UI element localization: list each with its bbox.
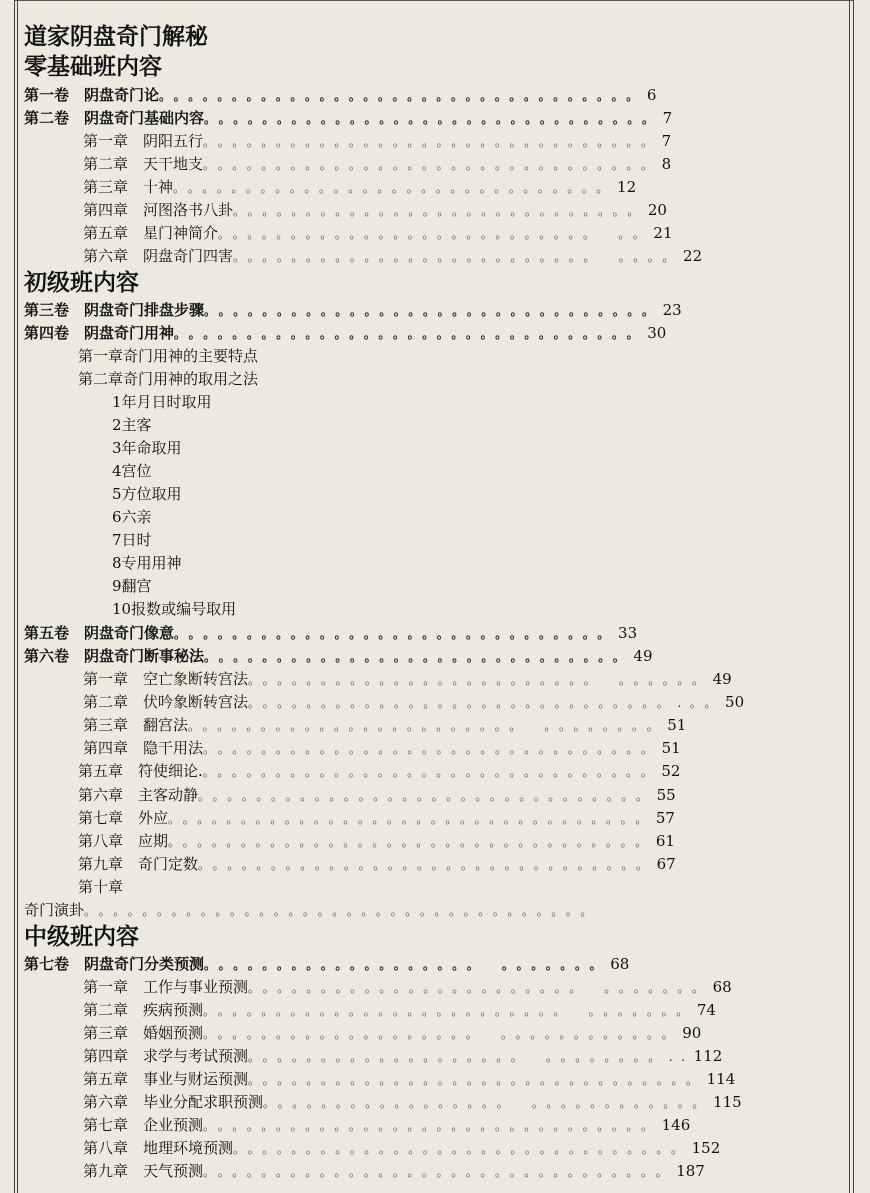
toc-page-number: 21 — [653, 224, 673, 242]
toc-entry-label: 7日时 — [112, 531, 152, 549]
toc-page-number: 67 — [656, 855, 676, 873]
toc-entry[interactable] — [83, 1137, 720, 1160]
toc-page-number: 152 — [691, 1139, 721, 1157]
toc-entry[interactable] — [112, 506, 152, 529]
toc-page-number: 68 — [610, 955, 630, 973]
toc-page-number: 7 — [662, 109, 673, 127]
toc-entry[interactable] — [112, 460, 152, 483]
toc-page-number: 22 — [683, 247, 703, 265]
toc-entry[interactable] — [24, 899, 601, 922]
toc-page-number: 30 — [647, 324, 667, 342]
toc-entry-label: 第四章 隐干用法 — [83, 739, 204, 757]
toc-leader-dots: 。。。。。。。。。。。。。。。。。。。。。。。。。。。。。。。 — [203, 1119, 662, 1133]
toc-entry[interactable] — [83, 130, 671, 153]
toc-page-number: 52 — [661, 762, 681, 780]
toc-entry-label: 第一章 空亡象断转宫法 — [83, 670, 249, 688]
toc-entry-label: 第六章 主客动静 — [78, 786, 199, 804]
page-border-left-inner — [17, 0, 18, 1193]
toc-leader-dots: 。。。。。。。。。。。。。。。。。。。。。。。。。。。。。。。 — [203, 135, 662, 149]
toc-leader-dots: 。。。。。。。。。。。。。。。。。。。。。。。。。。。。。。。 — [202, 765, 662, 779]
toc-entry-label: 第七章 企业预测 — [83, 1116, 204, 1134]
toc-leader-dots: 。。。。。。。。。。。。。。。。。。。。。。。。。 。。。。 — [233, 250, 684, 264]
toc-entry[interactable] — [112, 437, 182, 460]
toc-leader-dots: 。。。。。。。。。。。。。。。。。。。。。。。。。 。。。。。。。 — [203, 1004, 697, 1018]
toc-entry-label: 第八章 应期 — [78, 832, 169, 850]
toc-leader-dots: 。。。。。。。。。。。。。。。。。。。。。。。。。。。。。。。 — [204, 112, 663, 126]
toc-entry-label: 3年命取用 — [112, 439, 182, 457]
toc-leader-dots: 。。。。。。。。。。。。。。。。。。。。。。。。。。。。。。。。。 — [168, 812, 656, 826]
toc-entry[interactable] — [83, 199, 667, 222]
toc-entry-label: 6六亲 — [112, 508, 152, 526]
toc-entry[interactable] — [83, 1114, 690, 1137]
section-heading-intermediate: 中级班内容 — [24, 923, 139, 950]
toc-leader-dots: 。。。。。。。。。。。。。。。。。。。。。。。。。。。。。。。 — [203, 742, 662, 756]
toc-entry[interactable] — [83, 245, 702, 268]
toc-page-number: 51 — [667, 716, 687, 734]
toc-leader-dots: 。。。。。。。。。。。。。。。。。。。。。。。。。。。。 — [233, 204, 648, 218]
toc-leader-dots: 。。。。。。。。。。。。。。。。。。。。。。。。。。。。。。。。。 — [168, 835, 656, 849]
toc-entry-label: 第六卷 阴盘奇门断事秘法 — [24, 647, 205, 665]
toc-leader-dots: 。。。。。。。。。。。。。。。。。。。。。。。 。。。。。。。。 — [188, 719, 668, 733]
toc-page-number: 146 — [661, 1116, 691, 1134]
toc-leader-dots: 。。。。。。。。。。。。。。。。。。。。。。。。。。。。。。 — [174, 627, 619, 641]
toc-entry-label: 第七卷 阴盘奇门分类预测 — [24, 955, 205, 973]
toc-entry-label: 第四卷 阴盘奇门用神 — [24, 324, 175, 342]
toc-leader-dots: 。。。。。。。。。。。。。。。。。。。。。。。。 。。。。。。 — [248, 673, 713, 687]
toc-page-number: 7 — [661, 132, 672, 150]
document-title: 道家阴盘奇门解秘 — [24, 23, 208, 50]
toc-entry-label: 第五章 符使细论. — [78, 762, 203, 780]
toc-leader-dots: 。。。。。。。。。。。。。。。。。。。。。。。。。。。。。。。。。 — [159, 89, 647, 103]
toc-entry[interactable] — [24, 622, 637, 645]
toc-leader-dots: 。。。。。。。。。。。。。。。。。。。。。。。。。。。。。。。。 — [174, 327, 648, 341]
toc-entry[interactable] — [83, 222, 673, 245]
page-border-right — [853, 0, 854, 1193]
toc-entry[interactable] — [78, 760, 680, 783]
toc-entry[interactable] — [83, 668, 732, 691]
toc-entry-label: 8专用用神 — [112, 554, 182, 572]
toc-entry[interactable] — [78, 368, 258, 391]
toc-entry[interactable] — [24, 107, 672, 130]
toc-entry-label: 第五章 星门神简介 — [83, 224, 219, 242]
toc-leader-dots: 。。。。。。。。。。。。。。。。。。。。。。。。。。 。。 — [218, 227, 654, 241]
toc-page-number: 57 — [655, 809, 675, 827]
toc-leader-dots: 。。。。。。。。。。。。。。。。。。。。。。。。。。。。。 — [204, 650, 634, 664]
toc-page-number: 61 — [655, 832, 675, 850]
toc-entry[interactable] — [83, 1091, 742, 1114]
toc-entry[interactable] — [24, 84, 656, 107]
toc-entry-label: 第二章 疾病预测 — [83, 1001, 204, 1019]
toc-entry-label: 第三章 翻宫法 — [83, 716, 189, 734]
toc-entry[interactable] — [24, 322, 666, 345]
toc-entry[interactable] — [83, 1160, 705, 1183]
toc-entry-label: 2主客 — [112, 416, 152, 434]
toc-leader-dots: 。。。。。。。。。。。。。。。。。。。。。。。。。。。。。。。。 — [203, 1165, 677, 1179]
toc-entry[interactable] — [78, 830, 675, 853]
toc-entry[interactable] — [83, 999, 716, 1022]
toc-entry[interactable] — [83, 1022, 701, 1045]
toc-entry-label: 第九章 天气预测 — [83, 1162, 204, 1180]
toc-page-number: 8 — [661, 155, 672, 173]
toc-page-number: 187 — [676, 1162, 705, 1180]
toc-entry-label: 第五卷 阴盘奇门像意 — [24, 624, 175, 642]
toc-page-number: 12 — [617, 178, 637, 196]
toc-entry-label: 第八章 地理环境预测 — [83, 1139, 234, 1157]
toc-page-number: 112 — [693, 1047, 723, 1065]
toc-entry-label: 第二章 天干地支 — [83, 155, 204, 173]
toc-entry-label: 奇门演卦 — [24, 901, 85, 919]
toc-leader-dots: 。。。。。。。。。。。。。。。。。。。。。。。。。。。。。。。。。。。 — [84, 904, 602, 918]
toc-entry-label: 第三章 婚姻预测 — [83, 1024, 204, 1042]
toc-entry[interactable] — [83, 153, 671, 176]
toc-page-number: 90 — [682, 1024, 702, 1042]
toc-entry[interactable] — [78, 807, 675, 830]
toc-page-number: 115 — [713, 1093, 742, 1111]
toc-page-number: 20 — [647, 201, 667, 219]
toc-entry-label: 第二卷 阴盘奇门基础内容 — [24, 109, 205, 127]
toc-leader-dots: 。。。。。。。。。。。。。。。。。。。。。。。 。。。。。。。 — [248, 981, 713, 995]
toc-entry-label: 1年月日时取用 — [112, 393, 212, 411]
toc-entry-label: 第十章 — [78, 878, 124, 896]
toc-entry[interactable] — [78, 345, 258, 368]
toc-entry-label: 9翻宫 — [112, 577, 152, 595]
toc-page-number: 74 — [696, 1001, 716, 1019]
toc-entry[interactable] — [24, 645, 653, 668]
toc-entry[interactable] — [78, 876, 123, 899]
toc-entry[interactable] — [83, 1068, 735, 1091]
toc-entry[interactable] — [24, 953, 629, 976]
toc-entry[interactable] — [112, 483, 182, 506]
toc-page-number: 50 — [725, 693, 745, 711]
toc-entry[interactable] — [112, 529, 152, 552]
toc-entry-label: 第一卷 阴盘奇门论 — [24, 86, 160, 104]
section-heading-beginner: 初级班内容 — [24, 269, 139, 296]
toc-entry[interactable] — [83, 976, 732, 999]
toc-entry-label: 第一章奇门用神的主要特点 — [78, 347, 259, 365]
toc-entry-label: 第二章 伏吟象断转宫法 — [83, 693, 249, 711]
toc-page-number: 114 — [706, 1070, 736, 1088]
toc-leader-dots: 。。。。。。。。。。。。。。。。。。。。。。。。。。。。。。。 — [203, 158, 662, 172]
toc-entry-label: 第五章 事业与财运预测 — [83, 1070, 249, 1088]
toc-leader-dots: 。。。。。。。。。。。。。。。。。。。。。。。。。。。。。。。 — [233, 1142, 692, 1156]
toc-leader-dots: 。。。。。。。。。。。。。。。。。。。。。。。。。。。。。。 — [173, 181, 618, 195]
toc-entry-label: 第二章奇门用神的取用之法 — [78, 370, 259, 388]
toc-page-number: 6 — [646, 86, 657, 104]
toc-leader-dots: 。。。。。。。。。。。。。。。。。 。。。。。。。。。。。。 — [263, 1096, 714, 1110]
toc-page-number: 51 — [661, 739, 681, 757]
toc-entry-label: 第三卷 阴盘奇门排盘步骤 — [24, 301, 205, 319]
toc-entry[interactable] — [78, 784, 676, 807]
toc-entry-label: 第六章 毕业分配求职预测 — [83, 1093, 264, 1111]
toc-page-number: 33 — [618, 624, 638, 642]
toc-entry-label: 第七章 外应 — [78, 809, 169, 827]
toc-leader-dots: 。。。。。。。。。。。。。。。。。。。 。。。。。。。。.. — [248, 1050, 694, 1064]
toc-entry[interactable] — [83, 691, 744, 714]
section-heading-zero: 零基础班内容 — [24, 53, 162, 80]
toc-entry[interactable] — [112, 552, 182, 575]
toc-page-number: 55 — [656, 786, 676, 804]
page-border-right-inner — [849, 0, 850, 1193]
toc-entry[interactable] — [112, 598, 236, 621]
toc-leader-dots: 。。。。。。。。。。。。。。。。。。。。。。。。。。。。。。。 — [248, 1073, 707, 1087]
toc-entry[interactable] — [83, 1045, 722, 1068]
toc-entry-label: 5方位取用 — [112, 485, 182, 503]
toc-leader-dots: 。。。。。。。。。。。。。。。。。。。。。。。。。。。。。。。 — [204, 304, 663, 318]
toc-entry-label: 第四章 求学与考试预测 — [83, 1047, 249, 1065]
toc-entry[interactable] — [112, 575, 152, 598]
toc-leader-dots: 。。。。。。。。。。。。。。。。。。。 。。。。。。。 — [204, 958, 611, 972]
page-border-left — [14, 0, 15, 1193]
toc-page-number: 68 — [712, 978, 732, 996]
toc-entry-label: 第三章 十神 — [83, 178, 174, 196]
toc-entry-label: 第六章 阴盘奇门四害 — [83, 247, 234, 265]
toc-entry-label: 4宫位 — [112, 462, 152, 480]
toc-page-number: 23 — [662, 301, 682, 319]
toc-entry-label: 第九章 奇门定数 — [78, 855, 199, 873]
toc-entry[interactable] — [83, 176, 636, 199]
toc-entry[interactable] — [24, 299, 682, 322]
toc-leader-dots: 。。。。。。。。。。。。。。。。。。。。。。。。。。。。。。。 — [198, 789, 657, 803]
toc-page-number: 49 — [633, 647, 653, 665]
toc-entry[interactable] — [83, 737, 681, 760]
toc-entry[interactable] — [112, 391, 212, 414]
toc-entry-label: 第一章 阴阳五行 — [83, 132, 204, 150]
toc-leader-dots: 。。。。。。。。。。。。。。。。。。。。。。。。。。。。。。。 — [198, 858, 657, 872]
page-border-top — [14, 0, 854, 1]
toc-entry-label: 10报数或编号取用 — [112, 600, 237, 618]
toc-page-number: 49 — [712, 670, 732, 688]
toc-entry[interactable] — [112, 414, 152, 437]
toc-leader-dots: 。。。。。。。。。。。。。。。。。。。 。。。。。。。。。。。。 — [203, 1027, 683, 1041]
toc-entry[interactable] — [78, 853, 676, 876]
toc-entry[interactable] — [83, 714, 686, 737]
toc-entry-label: 第一章 工作与事业预测 — [83, 978, 249, 996]
toc-leader-dots: 。。。。。。。。。。。。。。。。。。。。。。。。。。。。。.。。 — [248, 696, 726, 710]
toc-entry-label: 第四章 河图洛书八卦 — [83, 201, 234, 219]
